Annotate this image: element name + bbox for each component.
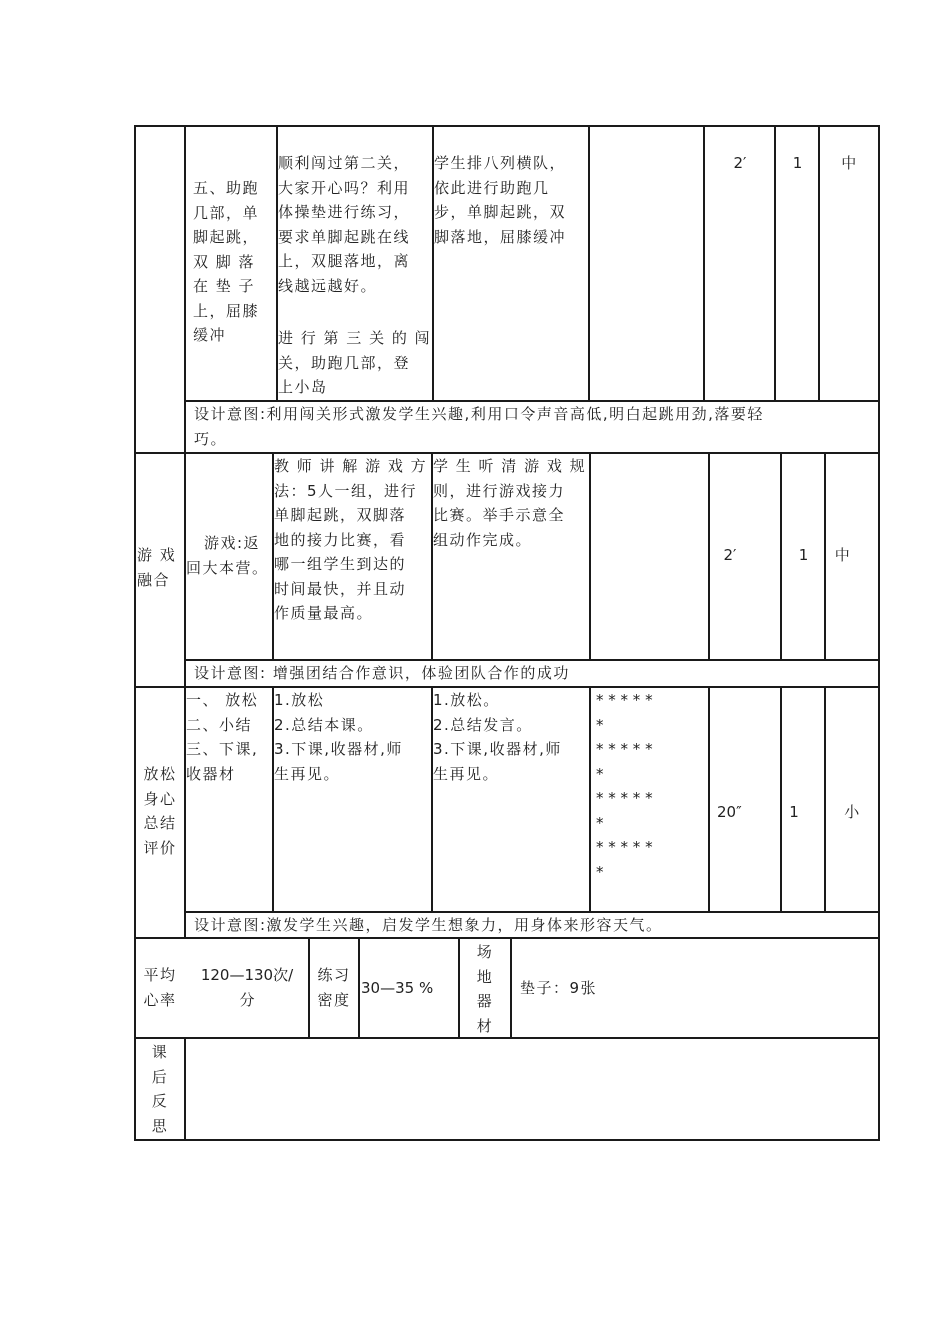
relax-count: 1 — [789, 803, 799, 821]
column-divider — [358, 937, 360, 1038]
game-section-label: 游 戏 融合 — [137, 546, 177, 589]
section5-intensity: 中 — [841, 154, 858, 172]
column-divider — [774, 125, 776, 401]
section5-design-intent: 设计意图:利用闯关形式激发学生兴趣,利用口令声音高低,明白起跳用劲,落要轻 巧。 — [194, 405, 764, 448]
game-count: 1 — [798, 546, 809, 564]
section5-content: 五、助跑 几部，单 脚起跳， 双 脚 落 在 垫 子 上，屈膝 缓冲 — [193, 179, 260, 344]
section5-student-activity: 学生排八列横队， 依此进行助跑几 步，单脚起跳，双 脚落地，屈膝缓冲 — [434, 154, 567, 246]
column-divider — [780, 686, 782, 912]
column-divider — [780, 452, 782, 660]
game-teacher-activity: 教 师 讲 解 游 戏 方 法：5人一组，进行 单脚起跳，双脚落 地的接力比赛，看 哪一组学生到达的 时间最快，并且动 作质量最高。 — [274, 457, 428, 622]
section5-teacher-text-1: 顺利闯过第二关， 大家开心吗？利用 体操垫进行练习， 要求单脚起跳在线 上，双腿落地，离 线越远越好。 — [278, 154, 411, 295]
column-divider — [510, 937, 512, 1038]
column-divider — [708, 686, 710, 912]
equipment-value: 垫子：9张 — [520, 979, 598, 997]
game-content: 游戏:返 回大本营。 — [186, 534, 269, 577]
column-divider — [184, 1037, 186, 1140]
section5-count: 1 — [792, 154, 803, 172]
relax-student-activity: 1.放松。 2.总结发言。 3.下课,收器材,师 生再见。 — [433, 691, 562, 783]
density-value: 30—35 % — [361, 979, 434, 997]
density-label: 练习 密度 — [317, 966, 351, 1009]
heart-rate-label: 平均 心率 — [143, 966, 177, 1009]
relax-content: 一、 放松 二、小结 三、下课, 收器材 — [186, 691, 259, 783]
table-border-bottom — [134, 1139, 880, 1141]
column-divider — [824, 686, 826, 912]
column-divider — [703, 125, 705, 401]
section5-teacher-text-2: 进 行 第 三 关 的 闯 关，助跑几部，登 上小岛 — [278, 329, 432, 396]
reflection-content[interactable] — [188, 1040, 876, 1136]
section5-time: 2′ — [733, 154, 747, 172]
relax-teacher-activity: 1.放松 2.总结本课。 3.下课,收器材,师 生再见。 — [274, 691, 403, 783]
relax-design-intent: 设计意图:激发学生兴趣，启发学生想象力，用身体来形容天气。 — [194, 916, 663, 934]
game-intensity: 中 — [834, 546, 852, 564]
relax-section-label: 放松 身心 总结 评价 — [143, 765, 177, 857]
column-divider — [818, 125, 820, 401]
relax-intensity: 小 — [844, 803, 861, 821]
column-divider — [824, 452, 826, 660]
relax-time: 20″ — [717, 803, 742, 821]
equipment-label: 场 地 器 材 — [476, 943, 494, 1035]
game-student-activity: 学 生 听 清 游 戏 规 则，进行游戏接力 比赛。举手示意全 组动作完成。 — [433, 457, 587, 549]
game-time: 2′ — [723, 546, 737, 564]
table-border-right — [878, 125, 880, 1140]
heart-rate-value: 120—130次/ 分 — [200, 966, 294, 1009]
table-border-top — [134, 125, 880, 127]
column-divider — [708, 452, 710, 660]
game-design-intent: 设计意图: 增强团结合作意识，体验团队合作的成功 — [194, 664, 570, 682]
relax-formation-diagram: * * * * * * * * * * * * * * * * * * * * * * * * — [596, 691, 653, 881]
reflection-label: 课 后 反 思 — [151, 1043, 169, 1135]
